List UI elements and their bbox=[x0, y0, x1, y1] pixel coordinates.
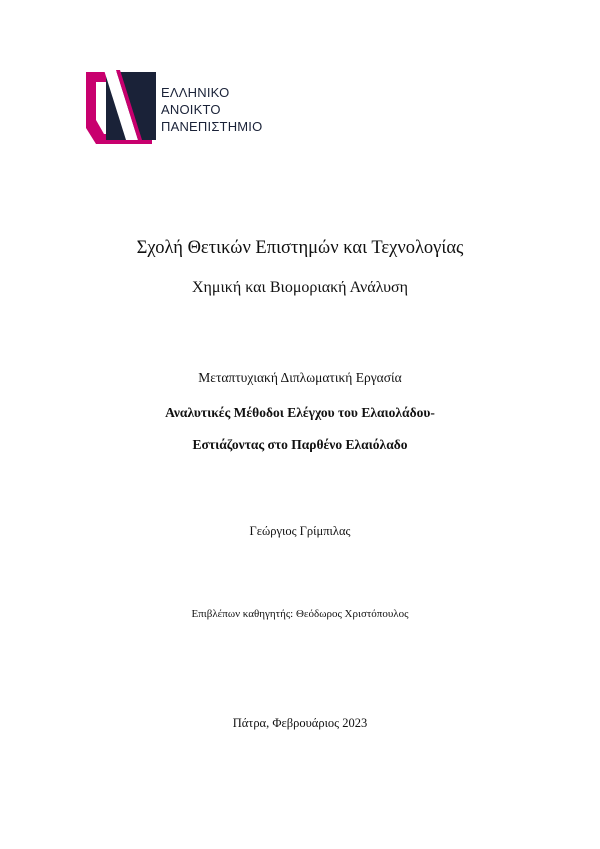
thesis-type: Μεταπτυχιακή Διπλωματική Εργασία bbox=[198, 370, 402, 385]
logo-line-3: ΠΑΝΕΠΙΣΤΗΜΙΟ bbox=[161, 119, 263, 134]
school-name: Σχολή Θετικών Επιστημών και Τεχνολογίας bbox=[136, 238, 464, 258]
logo-line-2: ΑΝΟΙΚΤΟ bbox=[161, 102, 221, 117]
thesis-title-line-1: Αναλυτικές Μέθοδοι Ελέγχου του Ελαιολάδου- bbox=[165, 405, 435, 420]
university-logo bbox=[86, 70, 286, 146]
logo-wordmark bbox=[161, 84, 262, 135]
logo-line-1: ΕΛΛΗΝΙΚΟ bbox=[161, 85, 230, 100]
programme-name: Χημική και Βιομοριακή Ανάλυση bbox=[192, 279, 408, 296]
eap-logo-mark-icon bbox=[86, 70, 158, 146]
author-name: Γεώργιος Γρίμπιλας bbox=[249, 524, 351, 538]
supervisor: Επιβλέπων καθηγητής: Θεόδωρος Χριστόπουλος bbox=[191, 608, 409, 620]
thesis-title-line-2: Εστιάζοντας στο Παρθένο Ελαιόλαδο bbox=[192, 437, 408, 452]
place-and-date: Πάτρα, Φεβρουάριος 2023 bbox=[232, 716, 368, 730]
